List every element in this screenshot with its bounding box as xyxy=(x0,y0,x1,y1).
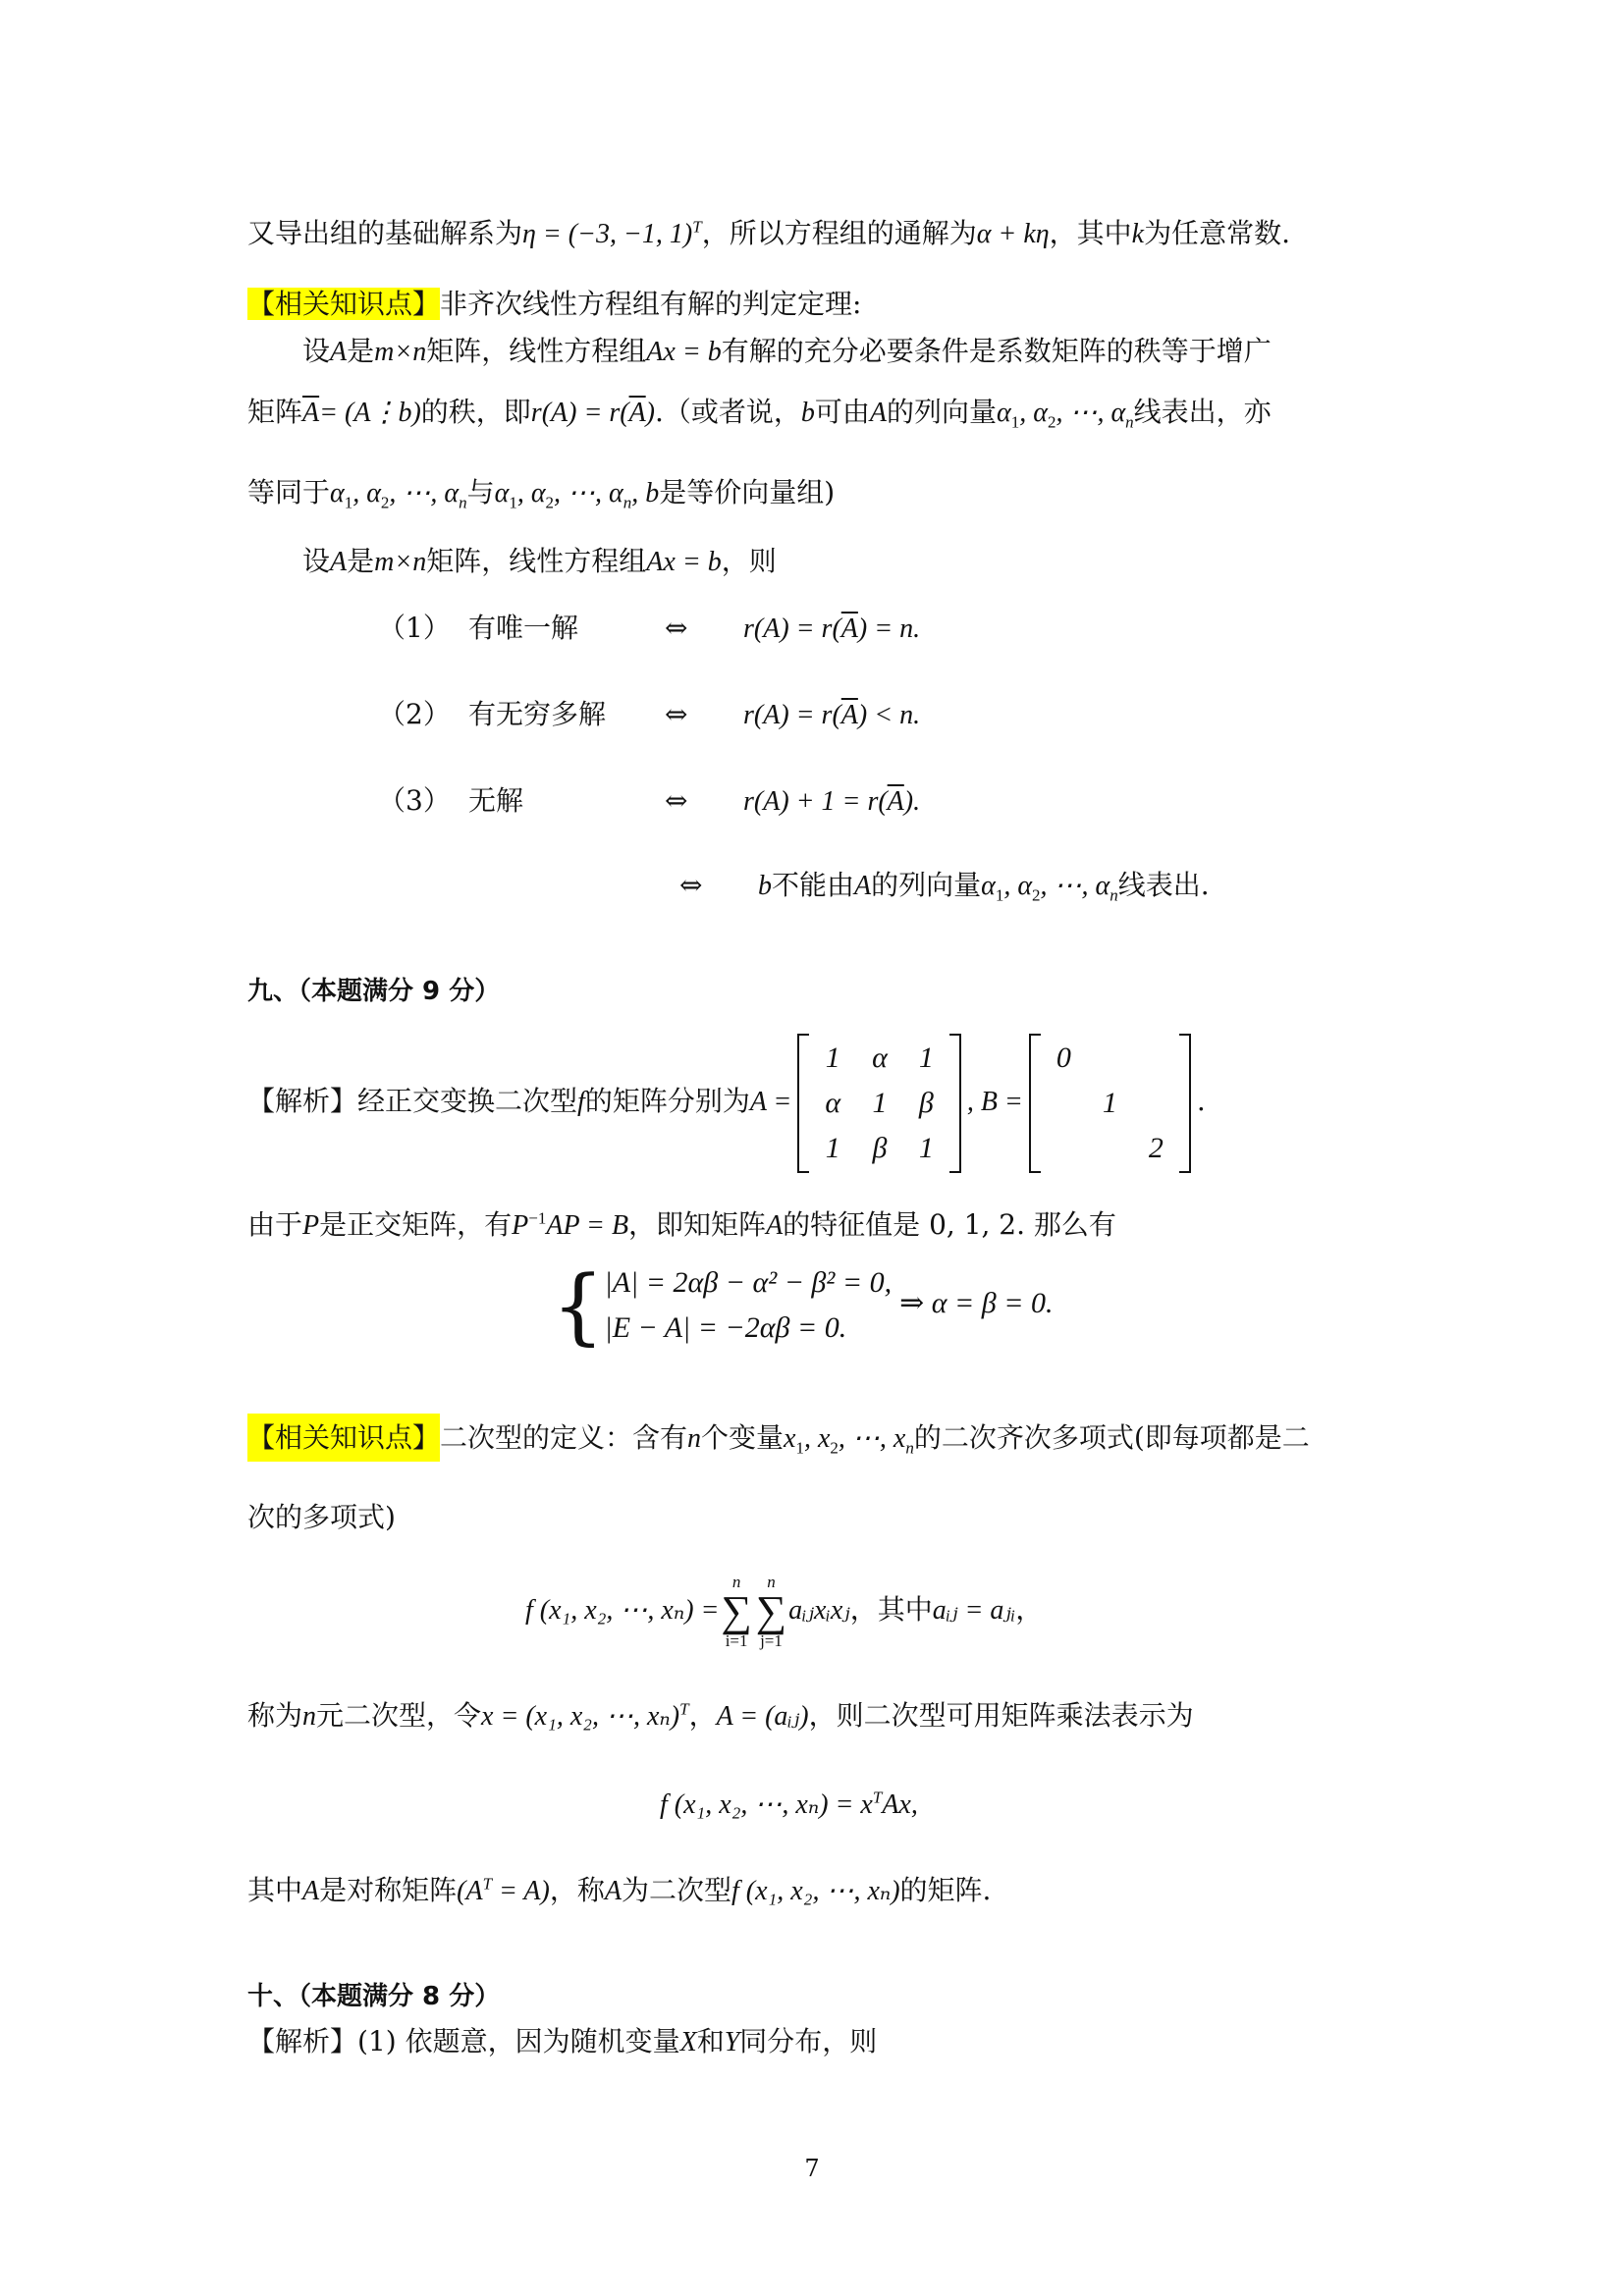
matrix-b-cell xyxy=(1087,1126,1133,1171)
section-10-analysis: 【解析】(1) 依题意，因为随机变量X和Y同分布，则 xyxy=(247,2025,878,2057)
theorem-line-4: 设A是m×n矩阵，线性方程组Ax = b，则 xyxy=(302,545,777,577)
matrix-a-cell: 1 xyxy=(825,1131,840,1164)
matrix-a-cell: 1 xyxy=(825,1041,840,1074)
matrix-a-cell: β xyxy=(872,1131,888,1164)
matrix-b-cell xyxy=(1041,1126,1087,1171)
matrix-b-cell: 0 xyxy=(1056,1041,1071,1074)
matrix-A xyxy=(797,1034,961,1173)
line-fundamental-solution: 又导出组的基础解系为η = (−3, −1, 1)$^T$，所以方程组的通解为α + kη，其中k为任意常数. xyxy=(247,217,1291,249)
n-ary-quadratic-line: 称为n元二次型，令x = (x₁, x₂, ⋯, xₙ)$^T$，A = (aᵢⱼ)，则二次型可用矩阵乘法表示为 xyxy=(247,1699,1194,1732)
page-number: 7 xyxy=(804,2155,820,2182)
matrix-a-cell: 1 xyxy=(918,1131,934,1164)
theorem-line-2: 矩阵$\overline{A}=$ (A⋮b)的秩，即$r(A) = r(\overline{A})$.（或者说，b可由A的列向量$\alpha_1$, $\alpha_2$, ⋯, $\alpha_n$线表出，亦 xyxy=(247,396,1272,432)
matrix-b-cell xyxy=(1133,1036,1179,1081)
eta-vector: η = (−3, −1, 1) xyxy=(522,219,693,249)
matrix-a-cell: 1 xyxy=(872,1086,888,1119)
matrix-a-cell: 1 xyxy=(918,1041,934,1074)
matrix-b-cell xyxy=(1133,1081,1179,1126)
matrix-form-equation: f (x₁, x₂, ⋯, $x_n) = x^TAx$, xyxy=(660,1788,918,1820)
section-10-title: 十、（本题满分 8 分） xyxy=(247,1982,501,2011)
equation-system: { |A| = 2αβ − α² − β² = 0, |E − A| = −2αβ = 0. ⇒ α = β = 0. xyxy=(552,1256,1054,1354)
orthogonal-line: 由于P是正交矩阵，有$P^{-1}AP = B$，即知矩阵A的特征值是 0, 1, 2. 那么有 xyxy=(247,1208,1116,1241)
matrix-a-cell: α xyxy=(825,1086,841,1119)
symmetric-matrix-line: 其中A是对称矩阵$(A^T = A)$，称A为二次型f (x₁, x₂, ⋯, xₙ)的矩阵. xyxy=(247,1874,992,1906)
section-9-title: 九、（本题满分 9 分） xyxy=(247,977,501,1006)
matrix-b-cell xyxy=(1087,1036,1133,1081)
knowledge-tag: 【相关知识点】 xyxy=(247,288,441,320)
quadratic-form-definition: f (x₁, x₂, ⋯, xₙ) = n ∑ i=1 n ∑ j=1 aᵢⱼxᵢxⱼ，其中aᵢⱼ = aⱼᵢ， xyxy=(525,1572,1044,1650)
knowledge-point-2: 【相关知识点】二次型的定义：含有n个变量$x_1$, $x_2$, ⋯, $x_n$的二次齐次多项式(即每项都是二 xyxy=(247,1418,1310,1459)
case-3: （3） 无解 ⇔ $r(A) + 1 = r(\overline{A})$. xyxy=(378,784,921,817)
theorem-line-3: 等同于$\alpha_1$, $\alpha_2$, ⋯, $\alpha_n$与$\alpha_1$, $\alpha_2$, ⋯, $\alpha_n$, b是等价向量组) xyxy=(247,476,836,512)
section-9-analysis: 【解析】经正交变换二次型f的矩阵分别为A = 1 α 1 α 1 β 1 β 1 , B = 0 1 2 . xyxy=(247,1033,1206,1173)
case-1: （1） 有唯一解 ⇔ $r(A) = r(\overline{A}) = n$. xyxy=(378,612,921,644)
matrix-b-cell xyxy=(1041,1081,1087,1126)
matrix-b-cell: 1 xyxy=(1102,1086,1117,1119)
knowledge-point-1: 【相关知识点】非齐次线性方程组有解的判定定理: xyxy=(247,288,862,320)
matrix-a-cell: α xyxy=(872,1041,888,1074)
matrix-B xyxy=(1029,1034,1191,1173)
case-2: （2） 有无穷多解 ⇔ $r(A) = r(\overline{A}) < n$. xyxy=(378,698,921,730)
theorem-line-1: 设A是m×n矩阵，线性方程组Ax = b有解的充分必要条件是系数矩阵的秩等于增广 xyxy=(302,335,1272,367)
knowledge-point-2-cont: 次的多项式) xyxy=(247,1501,396,1533)
general-solution: α + kη xyxy=(976,219,1050,249)
matrix-a-cell: β xyxy=(918,1086,934,1119)
left-brace: { xyxy=(552,1256,605,1354)
matrix-b-cell: 2 xyxy=(1148,1131,1164,1164)
case-3-equivalent: ⇔ b不能由A的列向量$\alpha_1$, $\alpha_2$, ⋯, $\alpha_n$线表出. xyxy=(679,869,1210,905)
